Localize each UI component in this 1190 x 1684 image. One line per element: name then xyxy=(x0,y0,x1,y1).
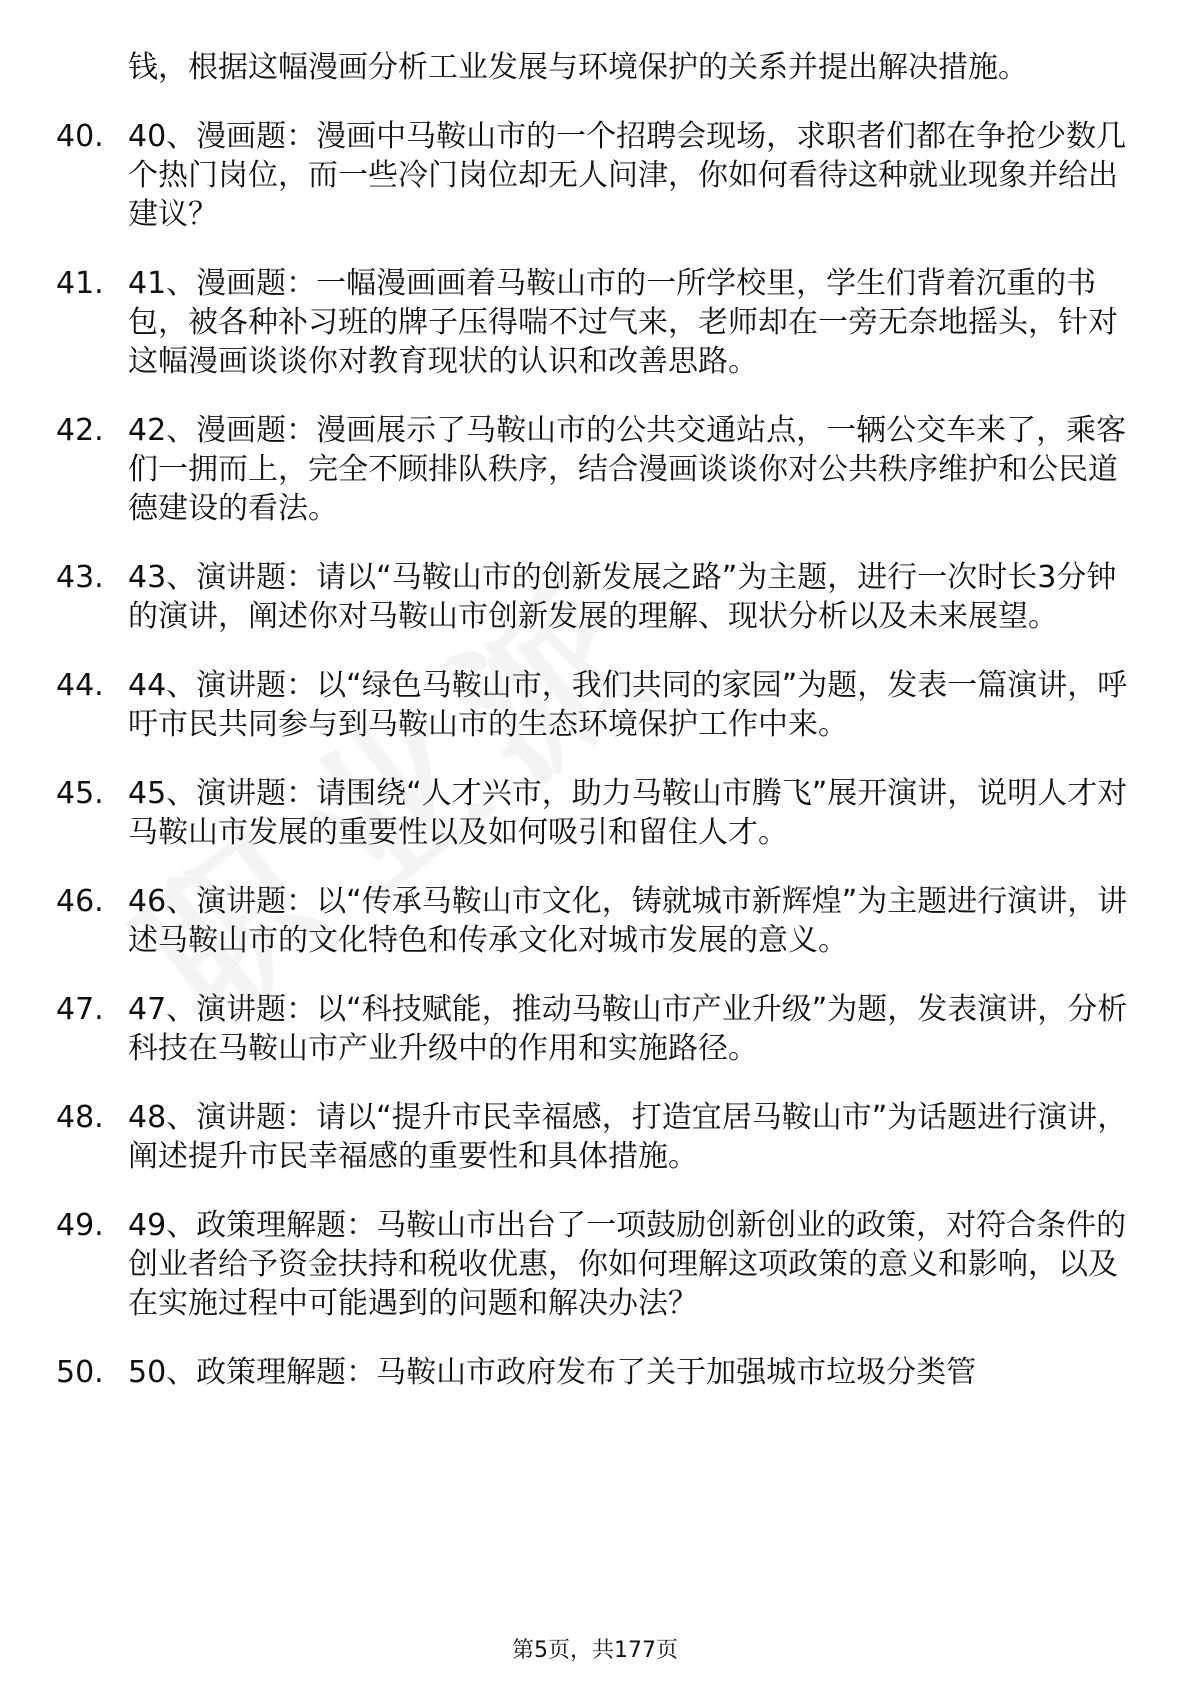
question-number: 44. xyxy=(56,668,104,703)
question-text: 42、漫画题：漫画展示了马鞍山市的公共交通站点，一辆公交车来了，乘客们一拥而上，完全不顾排队秩序，结合漫画谈谈你对公共秩序维护和公民道德建设的看法。 xyxy=(128,413,1127,526)
question-list xyxy=(56,48,1136,1422)
question-text: 47、演讲题：以“科技赋能，推动马鞍山市产业升级”为题，发表演讲，分析科技在马鞍山市产业升级中的作用和实施路径。 xyxy=(128,992,1128,1066)
question-number: 49. xyxy=(56,1208,104,1243)
question-number: 42. xyxy=(56,413,104,448)
question-text: 41、漫画题：一幅漫画画着马鞍山市的一所学校里，学生们背着沉重的书包，被各种补习班的牌子压得喘不过气来，老师却在一旁无奈地摇头，针对这幅漫画谈谈你对教育现状的认识和改善思路。 xyxy=(128,266,1118,379)
question-number: 48. xyxy=(56,1100,104,1135)
list-item xyxy=(56,774,1136,852)
list-item xyxy=(56,666,1136,744)
list-item xyxy=(56,882,1136,960)
question-number: 45. xyxy=(56,776,104,811)
question-number: 40. xyxy=(56,119,104,154)
question-text: 49、政策理解题：马鞍山市出台了一项鼓励创新创业的政策，对符合条件的创业者给予资金扶持和税收优惠，你如何理解这项政策的意义和影响，以及在实施过程中可能遇到的问题和解决办法？ xyxy=(128,1208,1127,1321)
question-text: 44、演讲题：以“绿色马鞍山市，我们共同的家园”为题，发表一篇演讲，呼吁市民共同参与到马鞍山市的生态环境保护工作中来。 xyxy=(128,668,1128,742)
page-number: 第5页，共177页 xyxy=(512,1638,678,1663)
list-item xyxy=(56,1353,1136,1392)
list-item xyxy=(56,117,1136,234)
continuation-paragraph: 钱，根据这幅漫画分析工业发展与环境保护的关系并提出解决措施。 xyxy=(128,50,1028,85)
question-number: 47. xyxy=(56,992,104,1027)
list-item xyxy=(56,1098,1136,1176)
question-number: 46. xyxy=(56,884,104,919)
question-text: 46、演讲题：以“传承马鞍山市文化，铸就城市新辉煌”为主题进行演讲，讲述马鞍山市的文化特色和传承文化对城市发展的意义。 xyxy=(128,884,1128,958)
list-item xyxy=(56,990,1136,1068)
question-text: 40、漫画题：漫画中马鞍山市的一个招聘会现场，求职者们都在争抢少数几个热门岗位，而一些冷门岗位却无人问津，你如何看待这种就业现象并给出建议？ xyxy=(128,119,1127,232)
question-text: 48、演讲题：请以“提升市民幸福感，打造宜居马鞍山市”为话题进行演讲，阐述提升市民幸福感的重要性和具体措施。 xyxy=(128,1100,1128,1174)
list-item xyxy=(56,411,1136,528)
question-text: 50、政策理解题：马鞍山市政府发布了关于加强城市垃圾分类管 xyxy=(128,1355,977,1390)
list-item xyxy=(56,1206,1136,1323)
question-text: 45、演讲题：请围绕“人才兴市，助力马鞍山市腾飞”展开演讲，说明人才对马鞍山市发展的重要性以及如何吸引和留住人才。 xyxy=(128,776,1128,850)
list-item xyxy=(56,558,1136,636)
question-number: 43. xyxy=(56,560,104,595)
question-number: 41. xyxy=(56,266,104,301)
list-item xyxy=(56,264,1136,381)
question-number: 50. xyxy=(56,1355,104,1390)
question-text: 43、演讲题：请以“马鞍山市的创新发展之路”为主题，进行一次时长3分钟的演讲，阐述你对马鞍山市创新发展的理解、现状分析以及未来展望。 xyxy=(128,560,1117,634)
